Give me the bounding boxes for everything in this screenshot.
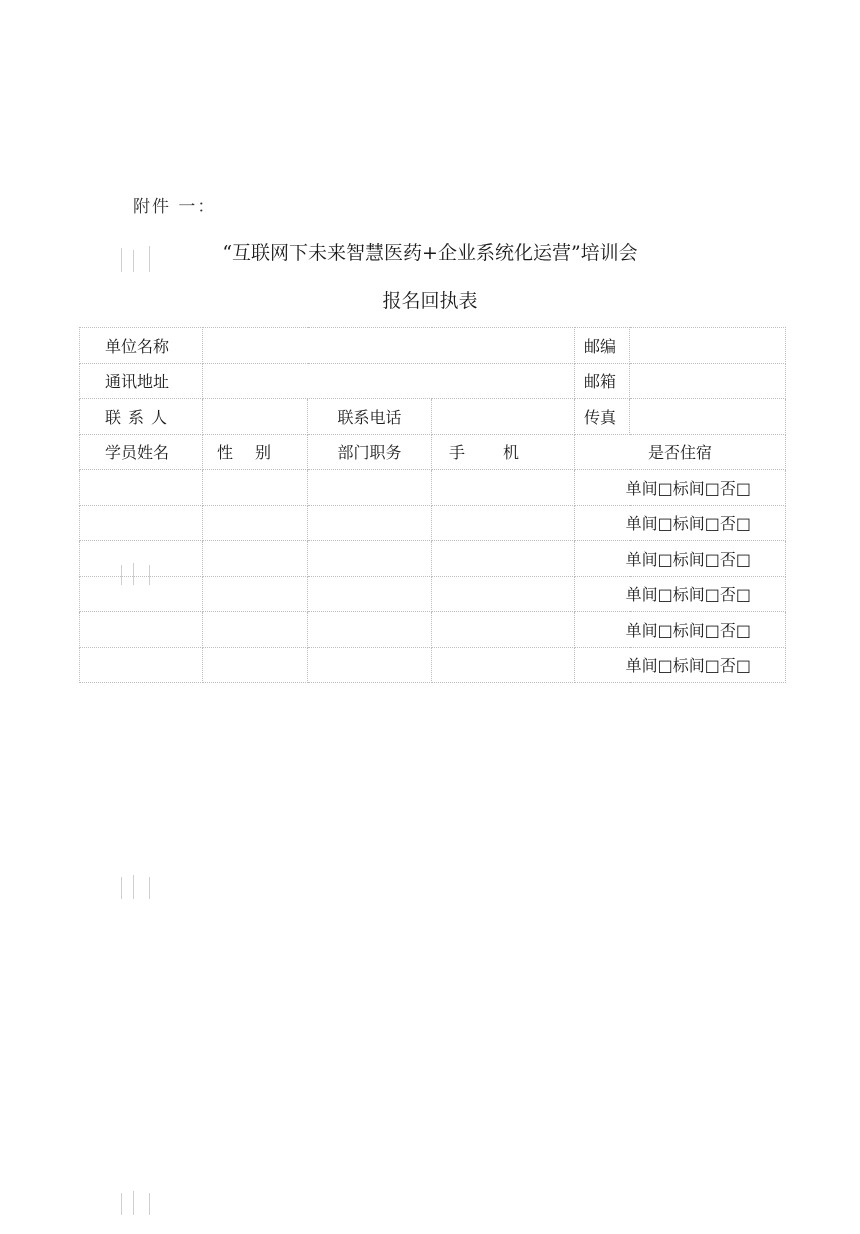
trainee-mobile-field[interactable] — [432, 612, 575, 648]
contact-phone-field[interactable] — [432, 399, 575, 435]
scan-artifact — [121, 877, 122, 899]
accommodation-options[interactable]: 单间□标间□否□ — [575, 541, 786, 577]
column-header-accommodation: 是否住宿 — [575, 434, 786, 470]
trainee-department-field[interactable] — [308, 576, 432, 612]
column-header-gender: 性别 — [216, 443, 293, 463]
trainee-gender-field[interactable] — [203, 470, 308, 506]
postcode-label: 邮编 — [575, 328, 630, 364]
contact-label: 联系人 — [105, 407, 175, 427]
trainee-gender-field[interactable] — [203, 647, 308, 683]
trainee-name-field[interactable] — [80, 505, 203, 541]
form-header-row — [80, 434, 786, 470]
scan-artifact — [149, 877, 150, 899]
fax-label: 传真 — [575, 399, 630, 435]
trainee-row — [80, 576, 786, 612]
unit-name-field[interactable] — [203, 328, 575, 364]
trainee-row — [80, 541, 786, 577]
column-header-department: 部门职务 — [308, 434, 432, 470]
email-label: 邮箱 — [575, 363, 630, 399]
trainee-gender-field[interactable] — [203, 612, 308, 648]
contact-phone-label: 联系电话 — [308, 399, 432, 435]
trainee-mobile-field[interactable] — [432, 576, 575, 612]
trainee-department-field[interactable] — [308, 470, 432, 506]
trainee-mobile-field[interactable] — [432, 541, 575, 577]
email-field[interactable] — [630, 363, 786, 399]
trainee-name-field[interactable] — [80, 470, 203, 506]
trainee-name-field[interactable] — [80, 576, 203, 612]
trainee-department-field[interactable] — [308, 505, 432, 541]
form-row-address — [80, 363, 786, 399]
trainee-row — [80, 470, 786, 506]
trainee-name-field[interactable] — [80, 541, 203, 577]
scan-artifact — [149, 1193, 150, 1215]
accommodation-options[interactable]: 单间□标间□否□ — [575, 505, 786, 541]
accommodation-options[interactable]: 单间□标间□否□ — [575, 470, 786, 506]
trainee-row — [80, 612, 786, 648]
trainee-name-field[interactable] — [80, 612, 203, 648]
accommodation-options[interactable]: 单间□标间□否□ — [575, 576, 786, 612]
trainee-row — [80, 505, 786, 541]
contact-field[interactable] — [203, 399, 308, 435]
fax-field[interactable] — [630, 399, 786, 435]
form-row-unit — [80, 328, 786, 364]
address-field[interactable] — [203, 363, 575, 399]
trainee-department-field[interactable] — [308, 541, 432, 577]
scan-artifact — [121, 1193, 122, 1215]
scan-artifact — [133, 1191, 134, 1215]
registration-form-table — [79, 327, 786, 683]
trainee-mobile-field[interactable] — [432, 505, 575, 541]
trainee-row — [80, 647, 786, 683]
address-label: 通讯地址 — [80, 363, 203, 399]
form-title: 报名回执表 — [382, 290, 478, 312]
trainee-gender-field[interactable] — [203, 505, 308, 541]
unit-name-label: 单位名称 — [80, 328, 203, 364]
trainee-department-field[interactable] — [308, 612, 432, 648]
accommodation-options[interactable]: 单间□标间□否□ — [575, 612, 786, 648]
postcode-field[interactable] — [630, 328, 786, 364]
trainee-name-field[interactable] — [80, 647, 203, 683]
trainee-mobile-field[interactable] — [432, 470, 575, 506]
form-row-contact — [80, 399, 786, 435]
trainee-mobile-field[interactable] — [432, 647, 575, 683]
trainee-gender-field[interactable] — [203, 541, 308, 577]
column-header-name: 学员姓名 — [80, 434, 203, 470]
scan-artifact — [133, 875, 134, 899]
column-header-mobile: 手机 — [449, 443, 558, 463]
trainee-gender-field[interactable] — [203, 576, 308, 612]
trainee-department-field[interactable] — [308, 647, 432, 683]
attachment-label: 附件 一： — [133, 197, 217, 217]
accommodation-options[interactable]: 单间□标间□否□ — [575, 647, 786, 683]
document-title: “互联网下未来智慧医药+企业系统化运营”培训会 — [222, 242, 638, 264]
